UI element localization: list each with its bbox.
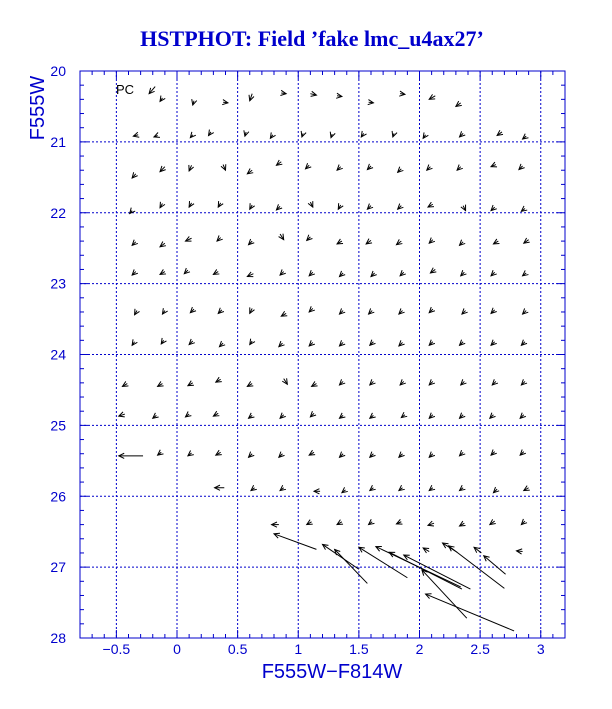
y-axis-label: F555W (27, 75, 49, 141)
x-tick-label: 2 (415, 641, 424, 657)
x-tick-label: 1 (294, 641, 303, 657)
y-tick-label: 28 (50, 630, 66, 646)
y-tick-label: 21 (50, 133, 66, 150)
y-tick-label: 20 (50, 63, 66, 79)
chart-title: HSTPHOT: Field ’fake lmc_u4ax27’ (140, 26, 484, 51)
y-tick-label: 24 (50, 346, 66, 363)
y-tick-label: 27 (50, 559, 66, 576)
x-tick-label: 2.5 (470, 641, 490, 657)
y-tick-label: 22 (50, 204, 66, 221)
x-tick-label: 0.5 (227, 641, 248, 657)
x-tick-label: 0 (173, 641, 181, 657)
x-axis-label: F555W−F814W (261, 661, 403, 683)
y-tick-label: 23 (50, 275, 66, 292)
y-tick-label: 25 (50, 417, 66, 434)
pc-annotation: PC (116, 82, 135, 97)
x-tick-label: 1.5 (349, 641, 369, 657)
x-tick-label: 3 (536, 641, 545, 657)
x-tick-label: −0.5 (102, 641, 131, 657)
y-tick-label: 26 (50, 488, 66, 505)
